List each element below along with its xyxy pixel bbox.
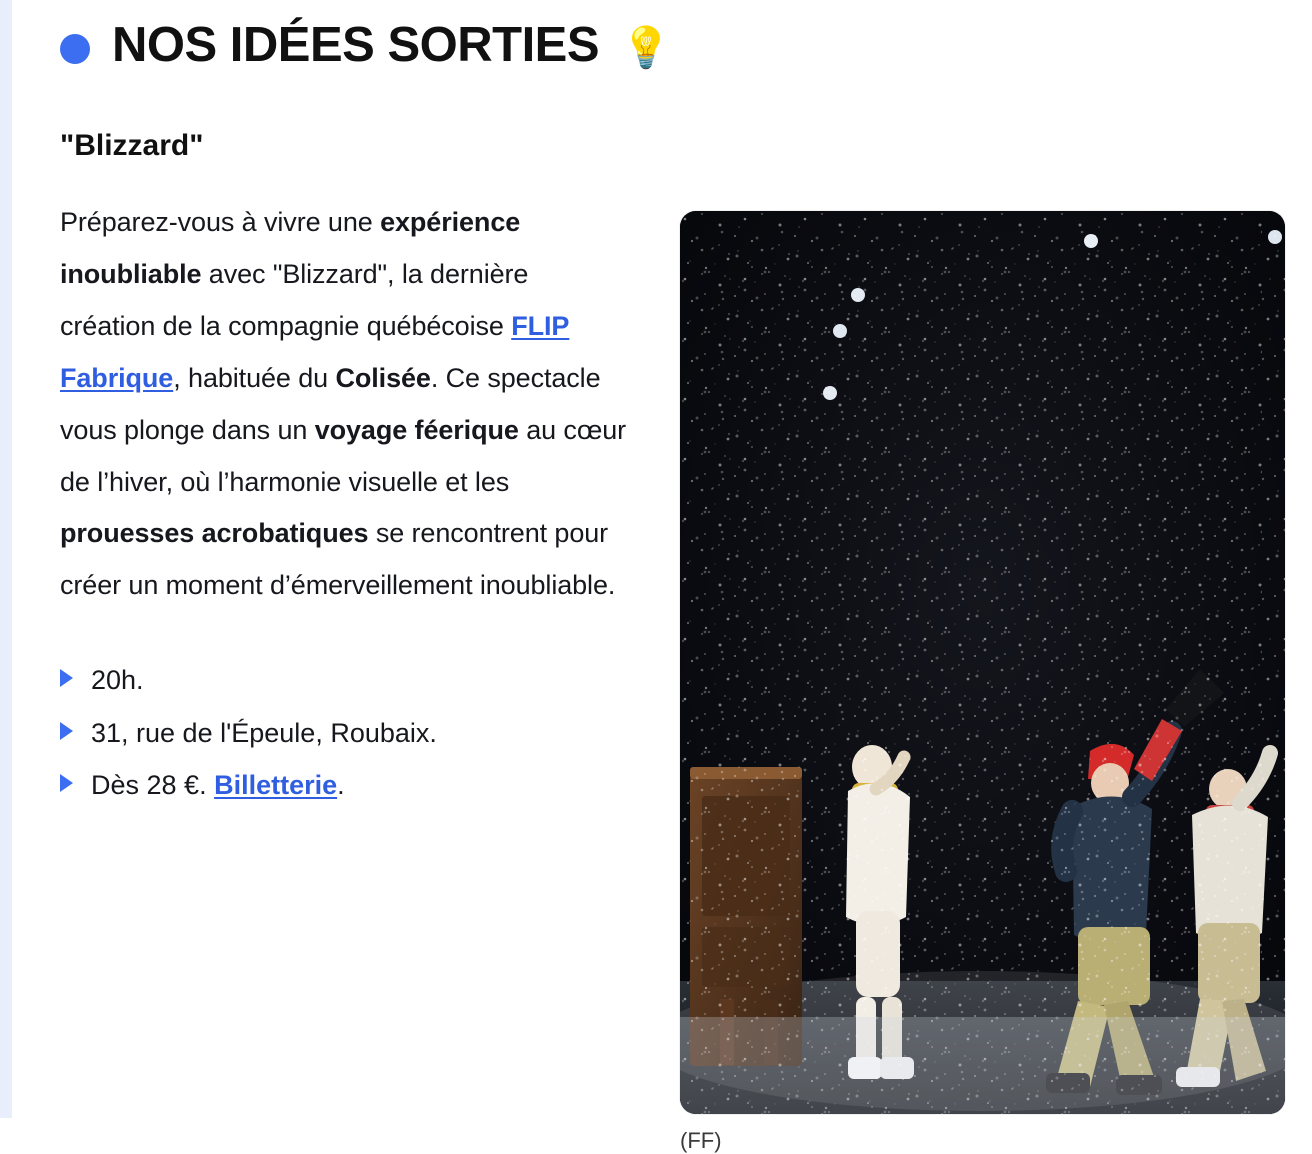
page-header [12, 0, 1312, 71]
article-paragraph [60, 197, 630, 612]
detail-price-suffix: . [337, 770, 345, 801]
billetterie-link[interactable]: Billetterie [214, 770, 338, 801]
list-item [60, 707, 630, 760]
detail-time: 20h. [91, 665, 144, 696]
page-title: NOS IDÉES SORTIES [112, 18, 600, 72]
detail-price: Dès 28 €. [91, 770, 215, 801]
triangle-bullet-icon [60, 774, 73, 792]
event-details-list [60, 654, 630, 812]
article-page [12, 0, 1312, 1154]
paragraph-part-6: se rencontrent pour créer un moment d’émerveillement inoubliable. [60, 518, 616, 601]
list-item [60, 759, 630, 812]
photo-credit: (FF) [680, 1128, 722, 1154]
text-column [60, 129, 630, 812]
paragraph-part-4: . Ce spectacle vous plonge dans un [60, 362, 601, 445]
show-photo [680, 211, 1285, 1114]
left-color-rail [0, 0, 12, 1118]
article-subtitle: "Blizzard" [60, 129, 204, 163]
triangle-bullet-icon [60, 722, 73, 740]
triangle-bullet-icon [60, 669, 73, 687]
detail-price-wrap [91, 759, 345, 812]
detail-address: 31, rue de l'Épeule, Roubaix. [91, 717, 437, 748]
paragraph-part-5: au cœur de l’hiver, où l’harmonie visuelle et les [60, 414, 627, 497]
flip-fabrique-link[interactable]: FLIP Fabrique [60, 311, 570, 393]
bullet-dot-icon [60, 34, 90, 64]
paragraph-bold-4: prouesses acrobatiques [60, 518, 369, 549]
media-column [680, 129, 1285, 1154]
paragraph-part-1: Préparez-vous à vivre une [60, 207, 381, 238]
paragraph-part-3: , habituée du [173, 362, 336, 393]
list-item [60, 654, 630, 707]
lightbulb-icon: 💡 [621, 25, 671, 70]
paragraph-bold-2: Colisée [335, 362, 431, 393]
paragraph-bold-1: expérience inoubliable [60, 207, 521, 290]
paragraph-part-2: avec "Blizzard", la dernière création de la compagnie québécoise [60, 259, 529, 342]
paragraph-bold-3: voyage féerique [314, 414, 519, 445]
article-body [12, 71, 1312, 1154]
